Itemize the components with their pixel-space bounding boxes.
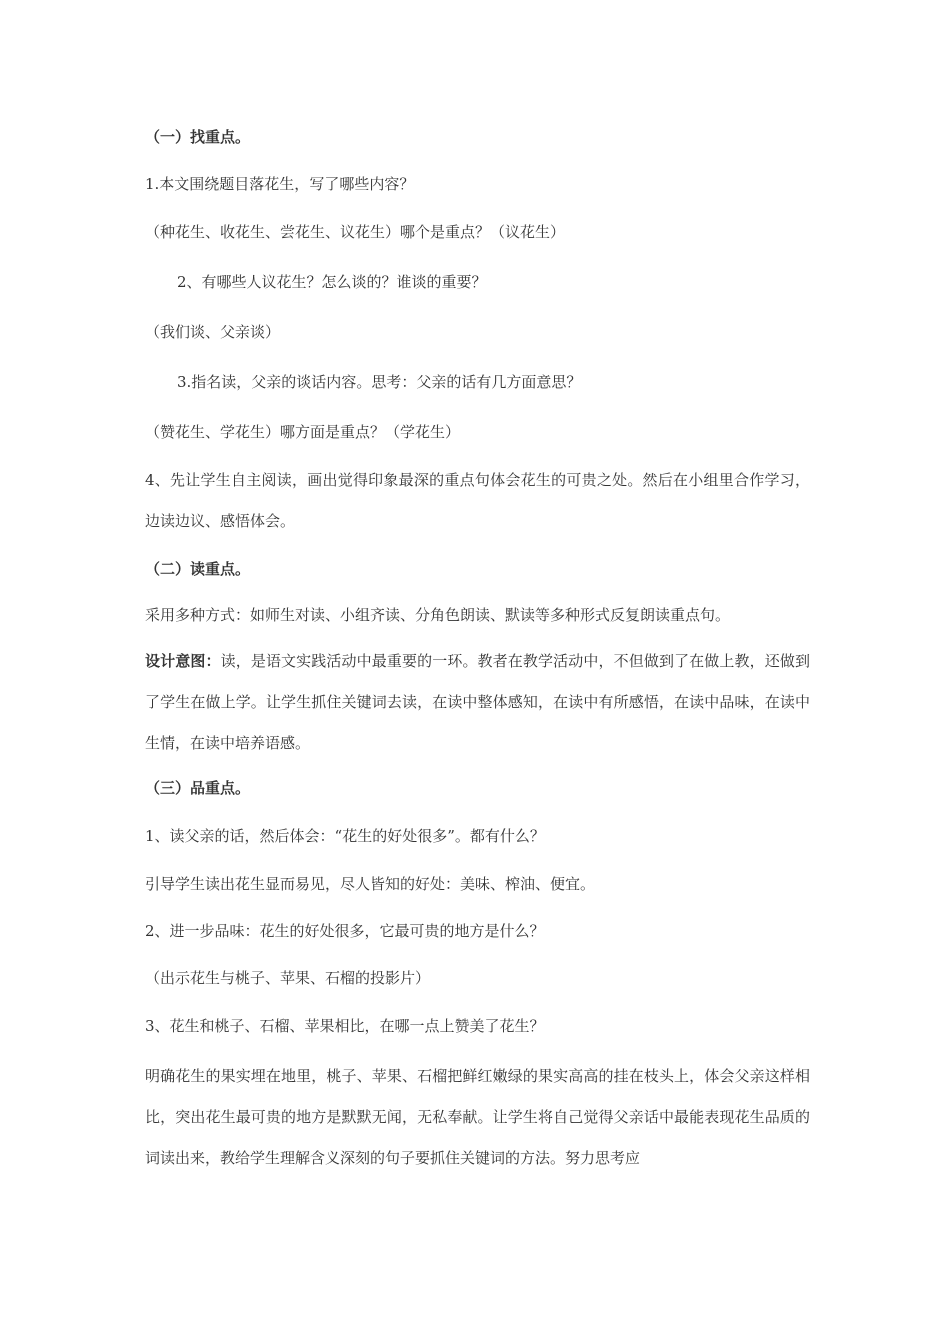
point-3: 3、花生和桃子、石榴、苹果相比，在哪一点上赞美了花生？ (145, 1017, 545, 1035)
point-1-answer: 引导学生读出花生显而易见，尽人皆知的好处：美味、榨油、便宜。 (145, 875, 596, 893)
answer-2: （我们谈、父亲谈） (145, 323, 281, 341)
question-2: 2、有哪些人议花生？怎么谈的？谁谈的重要？ (177, 273, 487, 291)
question-3: 3.指名读，父亲的谈话内容。思考：父亲的话有几方面意思？ (177, 373, 582, 391)
question-4: 4、先让学生自主阅读，画出觉得印象最深的重点句体会花生的可贵之处。然后在小组里合作学习，边读边议、感悟体会。 (145, 471, 810, 530)
point-2-answer: （出示花生与桃子、苹果、石榴的投影片） (145, 969, 431, 987)
answer-1: （种花生、收花生、尝花生、议花生）哪个是重点？（议花生） (145, 223, 566, 241)
point-3-answer: 明确花生的果实埋在地里，桃子、苹果、石榴把鲜红嫩绿的果实高高的挂在枝头上，体会父亲这样相比，突出花生最可贵的地方是默默无闻，无私奉献。让学生将自己觉得父亲话中最能表现花生品质的词读出来，教给学生理解含义深刻的句子要抓住关键词的方法。努力思考应 (145, 1067, 810, 1167)
reading-methods: 采用多种方式：如师生对读、小组齐读、分角色朗读、默读等多种形式反复朗读重点句。 (145, 606, 731, 624)
design-intent-label: 设计意图： (145, 652, 221, 670)
point-1: 1、读父亲的话，然后体会：“花生的好处很多”。都有什么？ (145, 827, 545, 845)
section-heading-2: （二）读重点。 (145, 560, 251, 578)
question-1: 1.本文围绕题目落花生，写了哪些内容？ (145, 175, 415, 193)
section-heading-1: （一）找重点。 (145, 128, 251, 146)
design-intent (145, 641, 810, 764)
design-intent-text: 读，是语文实践活动中最重要的一环。教者在教学活动中，不但做到了在做上教，还做到了学生在做上学。让学生抓住关键词去读，在读中整体感知，在读中有所感悟，在读中品味，在读中生情，在读中培养语感。 (145, 652, 810, 752)
section-heading-3: （三）品重点。 (145, 779, 251, 797)
answer-3: （赞花生、学花生）哪方面是重点？（学花生） (145, 423, 461, 441)
point-2: 2、进一步品味：花生的好处很多，它最可贵的地方是什么？ (145, 922, 545, 940)
